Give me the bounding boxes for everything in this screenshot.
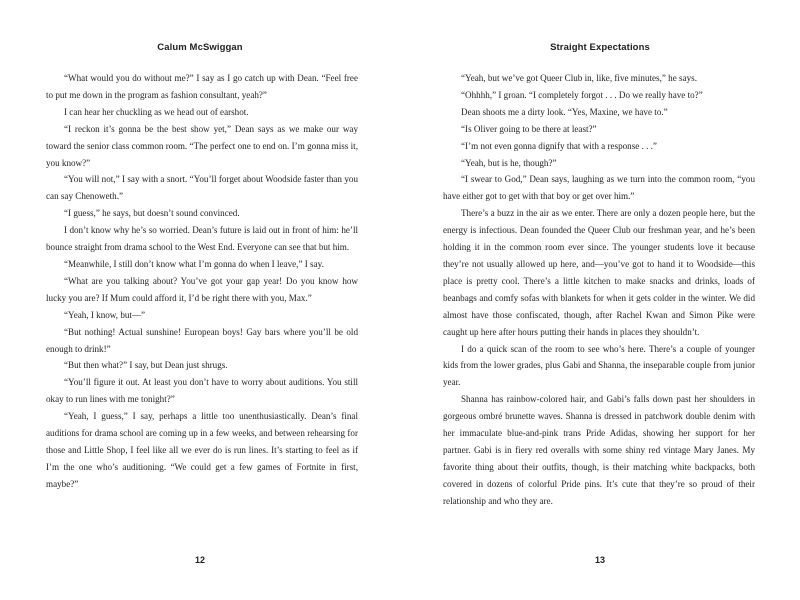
paragraph: “I’m not even gonna dignify that with a response . . .” — [461, 140, 657, 151]
paragraph: “Yeah, I guess,” I say, perhaps a little too unenthusiastically. Dean’s final auditions for drama school are coming up in a few weeks, and between rehearsing for those and Little Shop, I feel like all we ever do is run lines. It’s starting to feel as if I’m the one who’s auditioning. “We could get a few games of Fortnite in first, maybe?” — [46, 411, 358, 489]
paragraph: “Yeah, I know, but—” — [64, 309, 146, 320]
paragraph: “But then what?” I say, but Dean just shrugs. — [64, 360, 228, 371]
running-head-author: Calum McSwiggan — [157, 42, 243, 53]
paragraph: Dean shoots me a dirty look. “Yes, Maxine, we have to.” — [461, 106, 668, 117]
paragraph: There’s a buzz in the air as we enter. There are only a dozen people here, but the energy is infectious. Dean founded the Queer Club our freshman year, and he’s been holding it in the common room ever since. The younger students love it because they’re not usually allowed up here, and—you’ve got to hand it to Woodside—this place is pretty cool. There’s a little kitchen to make snacks and drinks, loads of beanbags and comfy sofas with blankets for when it gets colder in the winter. We did almost have those confiscated, though, after Rachel Kwan and Simon Pike were caught up here after hours putting their hands in places they shouldn’t. — [443, 208, 755, 337]
paragraph: “I reckon it’s gonna be the best show yet,” Dean says as we make our way toward the senior class common room. “The perfect one to end on. I’m gonna miss it, you know?” — [46, 123, 358, 168]
left-page-body — [46, 70, 358, 493]
paragraph: I can hear her chuckling as we head out of earshot. — [64, 106, 249, 117]
page-number-right: 13 — [594, 555, 605, 565]
paragraph: “Meanwhile, I still don’t know what I’m gonna do when I leave,” I say. — [64, 258, 324, 269]
paragraph: “You will not,” I say with a snort. “You’ll forget about Woodside faster than you can say Chenoweth.” — [46, 174, 358, 202]
paragraph: “Ohhhh,” I groan. “I completely forgot . . . Do we really have to?” — [461, 89, 703, 100]
paragraph: “Yeah, but is he, though?” — [461, 157, 557, 168]
paragraph: Shanna has rainbow-colored hair, and Gabi’s falls down past her shoulders in gorgeous ombré brunette waves. Shanna is dressed in patchwork double denim with her immaculate blue-and-pink trans Pride Adidas, showing her support for her partner. Gabi is in fiery red overalls with some shiny red vintage Mary Janes. My favorite thing about their outfits, though, is their matching white backpacks, both covered in dozens of colorful Pride pins. It’s cute that they’re so proud of their relationship and who they are. — [443, 394, 755, 506]
paragraph: “You’ll figure it out. At least you don’t have to worry about auditions. You still okay to run lines with me tonight?” — [46, 377, 358, 405]
paragraph: I don’t know why he’s so worried. Dean’s future is laid out in front of him: he’ll bounce straight from drama school to the West End. Everyone can see that but him. — [46, 225, 358, 253]
paragraph: “What would you do without me?” I say as I go catch up with Dean. “Feel free to put me down in the program as fashion consultant, yeah?” — [46, 73, 358, 100]
page-number-left: 12 — [194, 555, 205, 565]
running-head-title: Straight Expectations — [550, 42, 650, 53]
right-page — [400, 0, 800, 600]
paragraph: “What are you talking about? You’ve got your gap year! Do you know how lucky you are? If Mum could afford it, I’d be right there with you, Max.” — [46, 275, 358, 303]
paragraph: “Is Oliver going to be there at least?” — [461, 123, 597, 134]
paragraph: “But nothing! Actual sunshine! European boys! Gay bars where you’ll be old enough to drink!” — [46, 326, 358, 354]
paragraph: “I guess,” he says, but doesn’t sound convinced. — [64, 208, 240, 219]
paragraph: “I swear to God,” Dean says, laughing as we turn into the common room, “you have either got to get with that boy or get over him.” — [443, 174, 755, 202]
paragraph: I do a quick scan of the room to see who’s here. There’s a couple of younger kids from the lower grades, plus Gabi and Shanna, the inseparable couple from junior year. — [443, 343, 755, 388]
paragraph: “Yeah, but we’ve got Queer Club in, like, five minutes,” he says. — [461, 73, 697, 83]
right-page-body — [443, 70, 755, 510]
